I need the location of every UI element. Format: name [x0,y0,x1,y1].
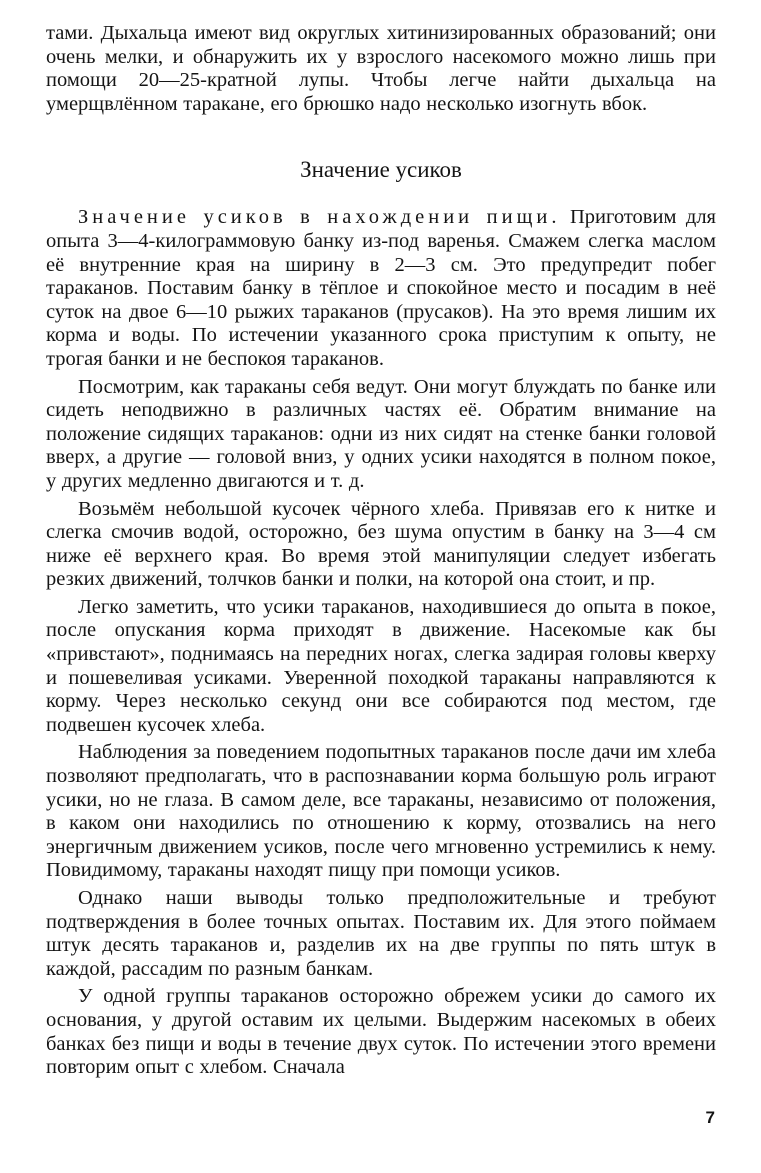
page-number: 7 [705,1108,715,1127]
paragraph-3: Возьмём небольшой кусочек чёрного хлеба. Привязав его к нитке и слегка смочив водой, осторожно, без шума опустим в банку на 3—4 см ниже её верхнего края. Во время этой манипуляции следует избегать резких движений, толчков банки и полки, на которой она стоит, и пр. [46,497,716,591]
section-title: Значение усиков [300,157,462,183]
paragraph-1 [46,206,716,371]
intro-paragraph: тами. Дыхальца имеют вид округлых хитинизированных образований; они очень мелки, и обнаружить их у взрослого насекомого можно лишь при помощи 20—25-кратной лупы. Чтобы легче найти дыхальца на умерщвлённом таракане, его брюшко надо несколько изогнуть вбок. [46,22,716,115]
book-page [46,22,716,1152]
paragraph-4: Легко заметить, что усики тараканов, находившиеся до опыта в покое, после опускания корма приходят в движение. Насекомые как бы «привстают», поднимаясь на передних ногах, слегка задирая головы кверху и пошевеливая усиками. Уверенной походкой тараканы направляются к корму. Через несколько секунд они все собираются под местом, где подвешен кусочек хлеба. [46,595,716,736]
paragraph-6: Однако наши выводы только предположительные и требуют подтверждения в более точных опытах. Поставим их. Для этого поймаем штук десять тараканов и, разделив их на две группы по пять штук в каждой, рассадим по разным банкам. [46,887,716,980]
paragraph-1-lead: Значение усиков в нахождении пищи. [78,206,561,229]
paragraph-5: Наблюдения за поведением подопытных тараканов после дачи им хлеба позволяют предполагать, что в распознавании корма большую роль играют усики, но не глаза. В самом деле, все тараканы, независимо от положения, в каком они находились по отношению к корму, отозвались на него энергичным движением усиков, после чего мгновенно устремились к нему. Повидимому, тараканы находят пищу при помощи усиков. [46,741,716,882]
paragraph-1-text: Приготовим для опыта 3—4-килограммовую банку из-под варенья. Смажем слегка маслом её внутренние края на ширину в 2—3 см. Это предупредит побег тараканов. Поставим банку в тёплое и спокойное место и посадим в неё суток на двое 6—10 рыжих тараканов (прусаков). На это время лишим их корма и воды. По истечении указанного срока приступим к опыту, не трогая банки и не беспокоя тараканов. [46,206,716,370]
paragraph-2: Посмотрим, как тараканы себя ведут. Они могут блуждать по банке или сидеть неподвижно в различных частях её. Обратим внимание на положение сидящих тараканов: одни из них сидят на стенке банки головой вверх, а другие — головой вниз, у одних усики находятся в полном покое, у других медленно двигаются и т. д. [46,375,716,492]
paragraph-7: У одной группы тараканов осторожно обрежем усики до самого их основания, у другой оставим их целыми. Выдержим насекомых в обеих банках без пищи и воды в течение двух суток. По истечении этого времени повторим опыт с хлебом. Сначала [46,985,716,1079]
